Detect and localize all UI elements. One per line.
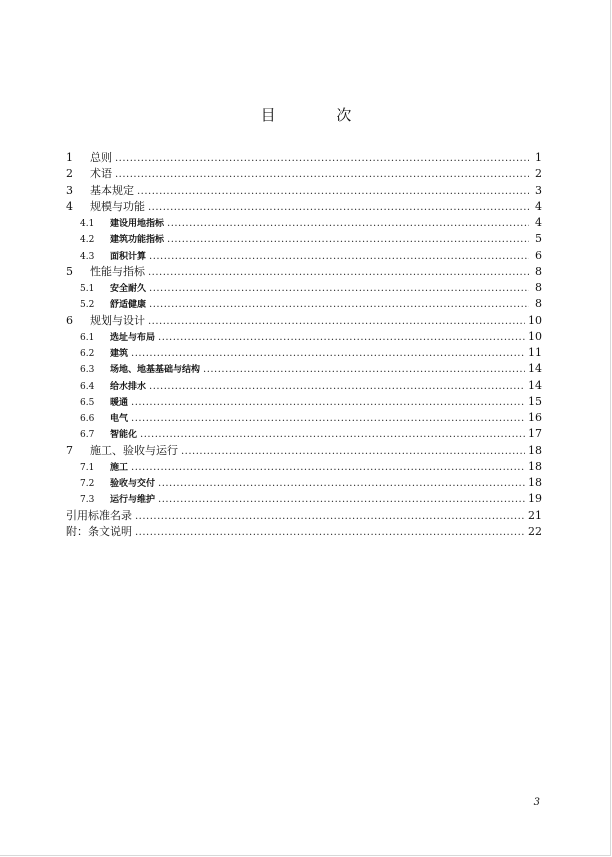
toc-entry-number: 6 — [66, 313, 73, 327]
toc-entry-number: 6.5 — [80, 397, 95, 408]
toc-entry-page: 5 — [535, 232, 542, 246]
toc-entry-page: 2 — [535, 167, 542, 181]
toc-section-entry[interactable] — [66, 183, 542, 199]
toc-entry-page: 8 — [535, 297, 542, 311]
toc-entry-label: 术语 — [90, 167, 112, 181]
toc-section-entry[interactable] — [66, 508, 542, 524]
toc-section-entry[interactable] — [66, 150, 542, 166]
dot-leader — [158, 492, 525, 508]
dot-leader — [135, 525, 525, 541]
toc-subsection-entry[interactable] — [66, 215, 542, 231]
toc-entry-page: 19 — [528, 492, 542, 506]
toc-entry-label: 规模与功能 — [90, 199, 145, 213]
toc-subsection-entry[interactable] — [66, 426, 542, 442]
dot-leader — [149, 281, 529, 297]
toc-entry-number: 7.2 — [80, 479, 95, 489]
toc-subsection-entry[interactable] — [66, 410, 542, 426]
dot-leader — [158, 476, 525, 492]
toc-entry-label: 施工 — [110, 462, 129, 473]
dot-leader — [148, 314, 525, 330]
dot-leader — [167, 216, 529, 232]
dot-leader — [137, 184, 529, 200]
toc-entry-number: 4.3 — [80, 251, 95, 262]
toc-entry-number: 6.7 — [80, 430, 95, 441]
toc-subsection-entry[interactable] — [66, 231, 542, 247]
toc-entry-number: 5.2 — [80, 300, 95, 311]
toc-entry-number: 6.4 — [80, 381, 95, 392]
toc-section-entry[interactable] — [66, 166, 542, 182]
dot-leader — [131, 460, 525, 476]
toc-entry-page: 3 — [535, 183, 542, 197]
toc-entry-page: 4 — [535, 199, 542, 213]
toc-entry-label: 引用标准名录 — [66, 508, 132, 522]
toc-entry-number: 3 — [66, 183, 73, 197]
toc-entry-number: 5 — [66, 264, 73, 278]
toc-entry-label: 舒适健康 — [110, 300, 147, 311]
toc-entry-page: 11 — [528, 346, 542, 359]
toc-entry-number: 4 — [66, 199, 73, 213]
toc-entry-page: 14 — [528, 378, 542, 392]
dot-leader — [167, 232, 529, 248]
dot-leader — [131, 411, 525, 427]
toc-entry-number: 2 — [66, 167, 73, 181]
toc-subsection-entry[interactable] — [66, 491, 542, 507]
toc-entry-label: 基本规定 — [90, 183, 134, 197]
toc-subsection-entry[interactable] — [66, 361, 542, 377]
toc-entry-number: 7 — [66, 443, 73, 457]
toc-entry-number: 6.3 — [80, 365, 95, 376]
toc-entry-page: 21 — [528, 508, 542, 522]
dot-leader — [135, 509, 525, 525]
toc-subsection-entry[interactable] — [66, 475, 542, 491]
dot-leader — [149, 379, 525, 395]
toc-entry-page: 8 — [535, 264, 542, 278]
dot-leader — [140, 427, 525, 443]
toc-entry-number: 7.3 — [80, 495, 95, 506]
toc-entry-label: 性能与指标 — [90, 264, 145, 278]
toc-entry-label: 建设用地指标 — [110, 219, 165, 229]
toc-entry-label: 给水排水 — [110, 381, 147, 392]
toc-entry-label: 智能化 — [110, 430, 138, 441]
toc-entry-page: 6 — [535, 248, 542, 262]
toc-subsection-entry[interactable] — [66, 296, 542, 312]
toc-entry-page: 4 — [535, 216, 542, 229]
toc-entry-label: 安全耐久 — [110, 284, 147, 294]
toc-subsection-entry[interactable] — [66, 248, 542, 264]
toc-subsection-entry[interactable] — [66, 280, 542, 296]
toc-subsection-entry[interactable] — [66, 345, 542, 361]
toc-entry-label: 暖通 — [110, 397, 129, 408]
toc-entry-number: 5.1 — [80, 284, 95, 294]
dot-leader — [158, 330, 525, 346]
toc-entry-label: 电气 — [110, 414, 129, 424]
toc-section-entry[interactable] — [66, 313, 542, 329]
dot-leader — [115, 167, 529, 183]
toc-section-entry[interactable] — [66, 443, 542, 459]
dot-leader — [203, 362, 525, 378]
dot-leader — [181, 444, 525, 460]
toc-subsection-entry[interactable] — [66, 459, 542, 475]
toc-entry-page: 10 — [528, 329, 542, 343]
dot-leader — [148, 265, 529, 281]
toc-entry-page: 10 — [528, 313, 542, 327]
toc-entry-label: 施工、验收与运行 — [90, 443, 178, 457]
page-number: 3 — [533, 797, 540, 808]
dot-leader — [131, 346, 525, 362]
toc-entry-label: 选址与布局 — [110, 332, 156, 343]
toc-entry-number: 6.6 — [80, 414, 95, 424]
toc-entry-label: 附：条文说明 — [66, 524, 132, 538]
dot-leader — [115, 151, 529, 167]
toc-entry-number: 4.1 — [80, 219, 95, 229]
page-title: 目 次 — [260, 106, 380, 124]
toc-entry-number: 1 — [66, 151, 73, 164]
toc-entry-page: 22 — [528, 524, 542, 538]
toc-entry-page: 16 — [528, 411, 542, 424]
toc-subsection-entry[interactable] — [66, 329, 542, 345]
table-of-contents — [66, 150, 542, 540]
toc-entry-page: 15 — [528, 394, 542, 408]
toc-entry-page: 14 — [528, 362, 542, 376]
toc-entry-page: 18 — [528, 476, 542, 489]
toc-entry-label: 验收与交付 — [110, 479, 156, 489]
dot-leader — [148, 200, 529, 216]
toc-entry-label: 场地、地基基础与结构 — [110, 365, 201, 376]
toc-section-entry[interactable] — [66, 199, 542, 215]
toc-section-entry[interactable] — [66, 264, 542, 280]
toc-entry-page: 18 — [528, 443, 542, 457]
toc-section-entry[interactable] — [66, 524, 542, 540]
toc-entry-page: 8 — [535, 281, 542, 294]
dot-leader — [131, 395, 525, 411]
toc-entry-label: 面积计算 — [110, 251, 147, 262]
toc-entry-label: 建筑 — [110, 349, 129, 359]
toc-entry-number: 6.2 — [80, 349, 95, 359]
dot-leader — [149, 249, 529, 265]
toc-subsection-entry[interactable] — [66, 378, 542, 394]
toc-entry-number: 6.1 — [80, 332, 95, 343]
toc-entry-page: 18 — [528, 459, 542, 473]
toc-entry-label: 规划与设计 — [90, 313, 145, 327]
dot-leader — [149, 297, 529, 313]
toc-entry-number: 4.2 — [80, 235, 95, 246]
toc-entry-page: 17 — [528, 427, 542, 441]
toc-entry-label: 建筑功能指标 — [110, 235, 165, 246]
toc-entry-label: 总则 — [90, 151, 112, 164]
toc-entry-page: 1 — [535, 151, 542, 164]
toc-subsection-entry[interactable] — [66, 394, 542, 410]
toc-entry-number: 7.1 — [80, 462, 95, 473]
toc-entry-label: 运行与维护 — [110, 495, 156, 506]
